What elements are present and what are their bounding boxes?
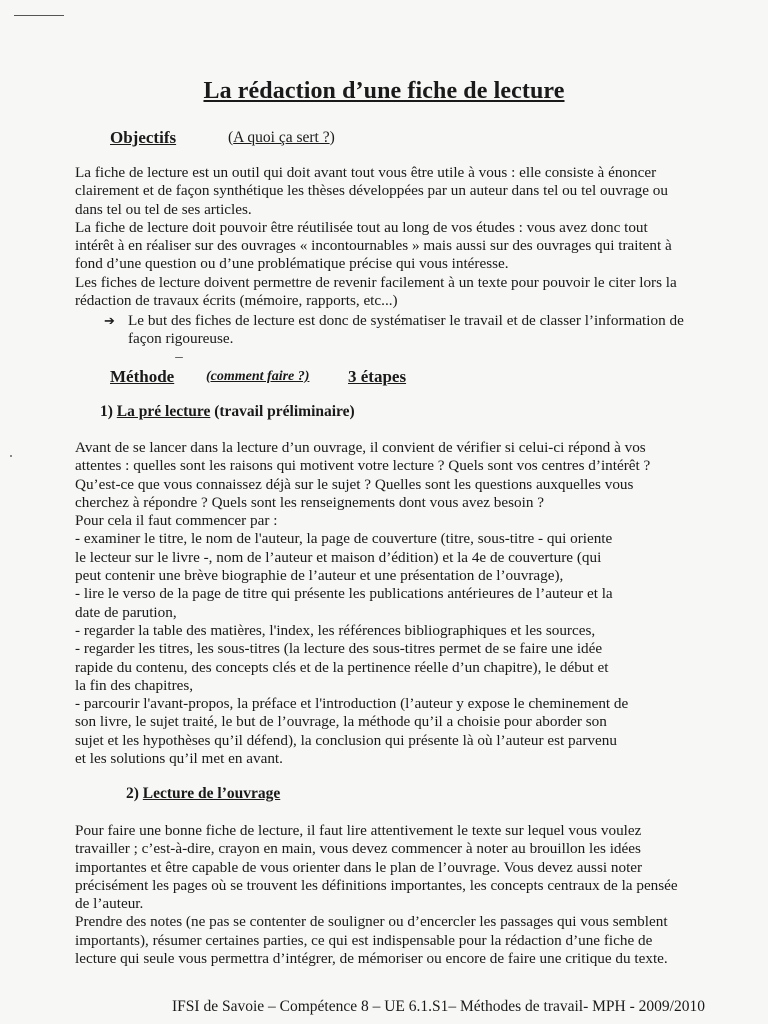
objectifs-paragraph: La fiche de lecture est un outil qui doit avant tout vous être utile à vous : elle consiste à énoncer clairement et de façon synthétique les thèses développées par un auteur dans tel ou tel ouvrage ou dans tel ou tel de ses articles. La fiche de lecture doit pouvoir être réutilisée tout au long de vos études : vous avez donc tout intérêt à en réaliser sur des ouvrages « incontournables » mais aussi sur des ouvrages qui traitent à fond d’une question ou d’une problématique précise qui vous intéresse. Les fiches de lecture doivent permettre de revenir facilement à un texte pour pouvoir le citer lors la rédaction de travaux écrits (mémoire, rapports, etc...) [75,164,677,310]
step2-title: Lecture de l’ouvrage [142,785,281,802]
methode-steps-label: 3 étapes [348,367,407,386]
objectifs-subtitle-text: A quoi ça sert ? [233,129,330,146]
step2-paragraph: Pour faire une bonne fiche de lecture, il faut lire attentivement le texte sur lequel vous voulez travailler ; c’est-à-dire, crayon en main, vous devez commencer à noter au brouillon les idées importantes et être capable de vous orienter dans le plan de l’ouvrage. Vous devez aussi noter précisément les pages où se trouvent les définitions importantes, les concepts centraux de la pensée de l’auteur. Prendre des notes (ne pas se contenter de souligner ou d’encercler les passages qui vous semblent importants), résumer certaines parties, ce qui est indispensable pour la rédaction d’une fiche de lecture qui seule vous permettra d’intégrer, de mémoriser ou encore de faire une critique du texte. [75,822,678,968]
methode-subtitle: (comment faire ?) [206,369,310,384]
scan-speck [10,455,12,457]
methode-heading: Méthode [110,367,175,386]
step1-heading [100,403,355,421]
objectifs-bullet-text: Le but des fiches de lecture est donc de systématiser le travail et de classer l’information de façon rigoureuse. [128,312,684,348]
step1-suffix: (travail préliminaire) [214,403,355,420]
step1-number: 1) [100,403,113,420]
step1-title: La pré lecture [116,403,211,420]
arrow-icon: ➔ [104,313,115,328]
scan-speck [175,357,183,358]
page-title: La rédaction d’une fiche de lecture [203,78,565,104]
objectifs-subtitle: (A quoi ça sert ?) [228,129,335,146]
step1-paragraph: Avant de se lancer dans la lecture d’un ouvrage, il convient de vérifier si celui-ci répond à vos attentes : quelles sont les raisons qui motivent votre lecture ? Quels sont vos centres d’intérêt ? Qu’est-ce que vous connaissez déjà sur le sujet ? Quelles sont les questions auxquelles vous cherchez à répondre ? Quels sont les renseignements dont vous avez besoin ? Pour cela il faut commencer par : - examiner le titre, le nom de l'auteur, la page de couverture (titre, sous-titre - qui oriente le lecteur sur le livre -, nom de l’auteur et maison d’édition) et la 4e de couverture (qui peut contenir une brève biographie de l’auteur et une présentation de l’ouvrage), - lire le verso de la page de titre qui présente les publications antérieures de l’auteur et la date de parution, - regarder la table des matières, l'index, les références bibliographiques et les sources, - regarder les titres, les sous-titres (la lecture des sous-titres permet de se faire une idée rapide du contenu, des concepts clés et de la pertinence réelle d’un chapitre), le début et la fin des chapitres, - parcourir l'avant-propos, la préface et l'introduction (l’auteur y expose le cheminement de son livre, le sujet traité, le but de l’ouvrage, la méthode qu’il a choisie pour aborder son sujet et les hypothèses qu’il défend), la conclusion qui présente là où l’auteur est parvenu et les solutions qu’il met en avant. [75,439,651,768]
page-footer: IFSI de Savoie – Compétence 8 – UE 6.1.S1– Méthodes de travail- MPH - 2009/2010 [172,998,705,1015]
top-rule [14,15,64,16]
step2-number: 2) [126,785,139,802]
step2-heading [126,785,280,803]
objectifs-heading: Objectifs [110,128,177,147]
